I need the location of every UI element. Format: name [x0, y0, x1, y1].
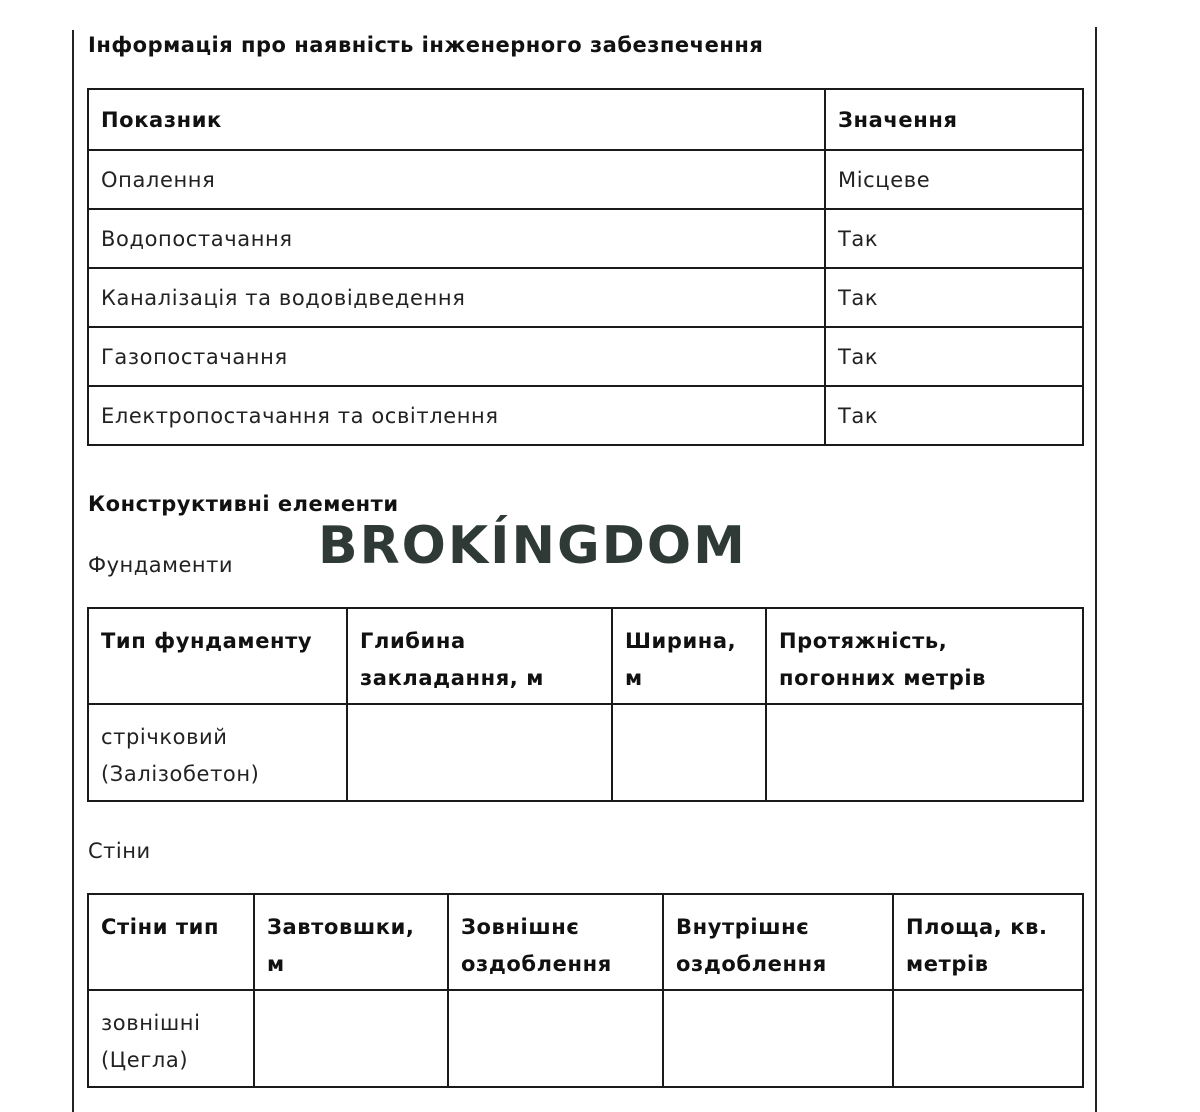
header-value: Значення	[825, 89, 1083, 150]
table-row	[88, 327, 1083, 386]
cell-depth	[347, 704, 612, 801]
table-row	[88, 704, 1083, 801]
cell-thickness	[254, 990, 448, 1087]
foundations-table	[87, 607, 1084, 802]
cell-foundation-type: стрічковий (Залізобетон)	[88, 704, 347, 801]
walls-label: Стіни	[88, 839, 151, 863]
cell-length	[766, 704, 1083, 801]
row-value: Місцеве	[825, 150, 1083, 209]
row-value: Так	[825, 268, 1083, 327]
row-indicator: Водопостачання	[88, 209, 825, 268]
row-value: Так	[825, 327, 1083, 386]
page-border-left	[72, 30, 74, 1112]
row-indicator: Опалення	[88, 150, 825, 209]
header-foundation-type: Тип фундаменту	[88, 608, 347, 704]
table-row	[88, 150, 1083, 209]
engineering-section-title: Інформація про наявність інженерного забезпечення	[88, 33, 764, 57]
row-value: Так	[825, 386, 1083, 445]
header-length: Протяжність, погонних метрів	[766, 608, 1083, 704]
row-indicator: Каналізація та водовідведення	[88, 268, 825, 327]
engineering-table	[87, 88, 1084, 446]
table-header-row	[88, 894, 1083, 990]
brokingdom-watermark-logo: BROKÍNGDOM	[318, 516, 747, 576]
walls-table	[87, 893, 1084, 1088]
cell-interior-finish	[663, 990, 893, 1087]
cell-exterior-finish	[448, 990, 663, 1087]
construction-section-title: Конструктивні елементи	[88, 492, 399, 516]
header-depth: Глибина закладання, м	[347, 608, 612, 704]
table-row	[88, 990, 1083, 1087]
header-interior-finish: Внутрішнє оздоблення	[663, 894, 893, 990]
cell-wall-type: зовнішні (Цегла)	[88, 990, 254, 1087]
foundations-label: Фундаменти	[88, 553, 233, 577]
table-row	[88, 386, 1083, 445]
header-width: Ширина, м	[612, 608, 766, 704]
header-thickness: Завтовшки, м	[254, 894, 448, 990]
row-indicator: Електропостачання та освітлення	[88, 386, 825, 445]
header-indicator: Показник	[88, 89, 825, 150]
table-row	[88, 209, 1083, 268]
header-exterior-finish: Зовнішнє оздоблення	[448, 894, 663, 990]
row-value: Так	[825, 209, 1083, 268]
page-border-right	[1095, 27, 1097, 1112]
table-row	[88, 268, 1083, 327]
table-header-row	[88, 608, 1083, 704]
header-area: Площа, кв. метрів	[893, 894, 1083, 990]
header-wall-type: Стіни тип	[88, 894, 254, 990]
table-header-row	[88, 89, 1083, 150]
row-indicator: Газопостачання	[88, 327, 825, 386]
cell-area	[893, 990, 1083, 1087]
cell-width	[612, 704, 766, 801]
